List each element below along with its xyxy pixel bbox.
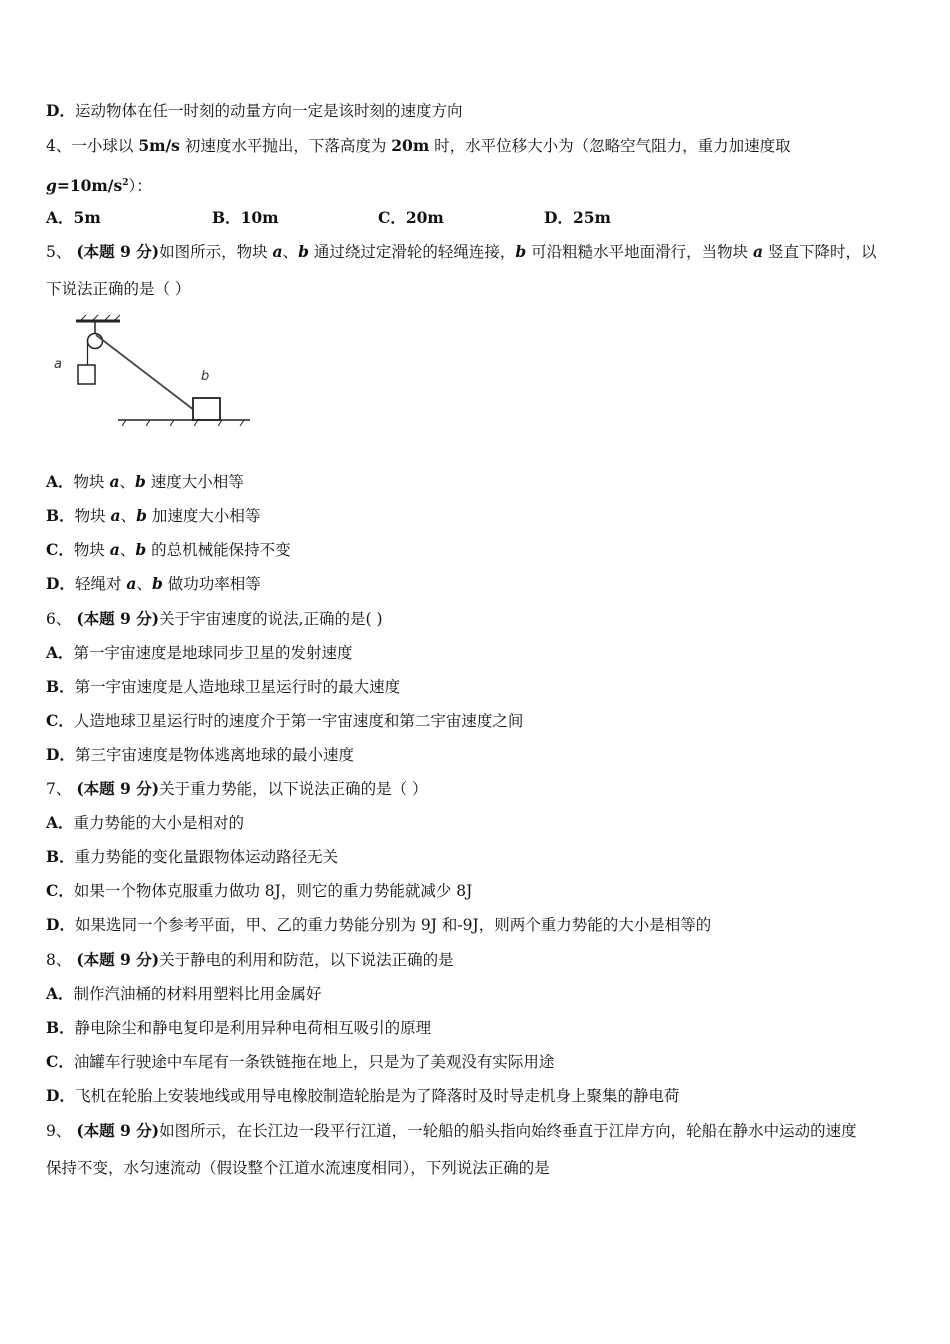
option-label: A． <box>46 208 74 227</box>
var-a: a <box>126 574 137 593</box>
q5-text-3: 可沿粗糙水平地面滑行，当物块 <box>526 243 754 261</box>
q5-text-1: 如图所示，物块 <box>159 243 273 261</box>
block-b <box>193 398 220 420</box>
option-pre: 物块 <box>73 473 110 491</box>
option-label: D． <box>544 208 573 227</box>
option-text: 静电除尘和静电复印是利用异种电荷相互吸引的原理 <box>74 1019 432 1037</box>
q4-stem <box>46 135 791 157</box>
option-label: C． <box>46 1052 74 1071</box>
question-header: (本题 9 分) <box>76 609 160 628</box>
q4-option-a <box>46 207 212 229</box>
var-a: a <box>109 472 120 491</box>
option-text: 20m <box>405 208 444 227</box>
option-label: B． <box>46 847 75 866</box>
q5-text-2: 通过绕过定滑轮的轻绳连接， <box>308 243 516 261</box>
var-b: b <box>135 540 147 559</box>
q7-option-c <box>46 880 472 902</box>
option-text: 人造地球卫星运行时的速度介于第一宇宙速度和第二宇宙速度之间 <box>73 712 524 730</box>
option-label: C． <box>46 881 74 900</box>
ground-hatch <box>146 420 150 426</box>
q4-text-c: 时，水平位移大小为（忽略空气阻力，重力加速度取 <box>429 137 791 155</box>
question-number: 5、 <box>46 243 72 261</box>
option-text: 制作汽油桶的材料用塑料比用金属好 <box>73 985 322 1003</box>
q8-option-b <box>46 1017 431 1039</box>
option-text: 第一宇宙速度是人造地球卫星运行时的最大速度 <box>74 678 401 696</box>
question-text: 关于静电的利用和防范，以下说法正确的是 <box>159 951 454 969</box>
q4-gravity <box>46 172 152 197</box>
var-b: b <box>136 506 147 525</box>
option-label: C． <box>46 540 74 559</box>
q8-stem <box>46 949 454 971</box>
q4-option-c <box>378 207 544 229</box>
option-label: D． <box>46 745 75 764</box>
q4-height: 20m <box>391 136 430 155</box>
g-exponent: 2 <box>122 178 129 188</box>
q5-text-5: 下说法正确的是（ ） <box>46 280 191 298</box>
sep: 、 <box>120 507 137 525</box>
q5-stem-cont <box>46 278 190 300</box>
sep: 、 <box>119 541 136 559</box>
var-a: a <box>109 540 120 559</box>
var-b: b <box>515 242 527 261</box>
option-post: 做功功率相等 <box>162 575 261 593</box>
question-text: 关于宇宙速度的说法,正确的是( ) <box>159 610 383 628</box>
option-text: 5m <box>73 208 101 227</box>
option-text: 25m <box>572 208 611 227</box>
var-b: b <box>298 242 309 261</box>
q7-option-b <box>46 846 338 868</box>
question-text: 保持不变，水匀速流动（假设整个江道水流速度相同），下列说法正确的是 <box>46 1159 550 1177</box>
question-number: 6、 <box>46 610 72 628</box>
option-pre: 物块 <box>73 541 110 559</box>
q4-option-b <box>212 207 378 229</box>
var-a: a <box>272 242 283 261</box>
q7-stem <box>46 778 428 800</box>
question-header: (本题 9 分) <box>76 242 160 261</box>
question-header: (本题 9 分) <box>76 779 160 798</box>
option-text: 如果一个物体克服重力做功 8J，则它的重力势能就减少 8J <box>73 882 473 900</box>
option-label: B． <box>46 1018 75 1037</box>
q6-option-b <box>46 676 400 698</box>
option-label: D． <box>46 1086 75 1105</box>
ground-hatch <box>122 420 126 426</box>
q6-stem <box>46 608 383 630</box>
q5-text-4: 竖直下降时，以 <box>763 243 877 261</box>
option-label: A． <box>46 472 74 491</box>
sep: 、 <box>119 473 136 491</box>
option-label: B． <box>212 208 241 227</box>
q5-option-b <box>46 505 260 527</box>
label-b: b <box>201 369 210 384</box>
question-number: 8、 <box>46 951 72 969</box>
q6-option-d <box>46 744 354 766</box>
option-pre: 物块 <box>74 507 111 525</box>
option-text: 如果选同一个参考平面，甲、乙的重力势能分别为 9J 和-9J，则两个重力势能的大小是相等的 <box>74 916 712 934</box>
option-text: 第一宇宙速度是地球同步卫星的发射速度 <box>73 644 353 662</box>
option-text: 油罐车行驶途中车尾有一条铁链拖在地上，只是为了美观没有实际用途 <box>73 1053 555 1071</box>
pulley-diagram <box>50 312 260 432</box>
q4-options <box>46 207 710 229</box>
q5-option-c <box>46 539 291 561</box>
var-b: b <box>151 574 163 593</box>
var-a: a <box>110 506 121 525</box>
option-label: A． <box>46 813 74 832</box>
ground-hatch <box>240 420 244 426</box>
q5-option-d <box>46 573 261 595</box>
q5-option-a <box>46 471 244 493</box>
option-label: A． <box>46 643 74 662</box>
g-symbol: g <box>46 176 57 196</box>
q7-option-a <box>46 812 244 834</box>
q4-text-b: 初速度水平抛出，下落高度为 <box>179 137 392 155</box>
var-b: b <box>135 472 146 491</box>
q9-stem <box>46 1120 857 1142</box>
question-header: (本题 9 分) <box>76 1121 160 1140</box>
var-a: a <box>753 242 764 261</box>
sep: 、 <box>136 575 152 593</box>
label-a: a <box>54 357 62 372</box>
question-text: 关于重力势能，以下说法正确的是（ ） <box>159 780 428 798</box>
q6-option-a <box>46 642 353 664</box>
option-label: D． <box>46 101 75 120</box>
q8-option-c <box>46 1051 554 1073</box>
question-number: 4、 <box>46 137 72 155</box>
question-number: 7、 <box>46 780 72 798</box>
block-a <box>78 365 95 384</box>
q7-option-d <box>46 914 711 936</box>
q4-text-a: 一小球以 <box>71 137 139 155</box>
option-post: 加速度大小相等 <box>146 507 261 525</box>
option-label: B． <box>46 506 75 525</box>
g-end: ）： <box>128 177 152 196</box>
question-text: 如图所示，在长江边一段平行江道，一轮船的船头指向始终垂直于江岸方向，轮船在静水中运动的速度 <box>159 1122 857 1140</box>
q4-velocity: 5m/s <box>138 136 180 155</box>
option-label: C． <box>46 711 74 730</box>
option-text: 重力势能的变化量跟物体运动路径无关 <box>74 848 339 866</box>
q8-option-a <box>46 983 322 1005</box>
g-value: =10m/s <box>56 176 123 196</box>
rope-diagonal <box>96 335 194 410</box>
q5-stem <box>46 241 877 263</box>
sep: 、 <box>282 243 299 261</box>
option-pre: 轻绳对 <box>74 575 127 593</box>
option-post: 的总机械能保持不变 <box>146 541 291 559</box>
option-label: C． <box>378 208 406 227</box>
option-label: B． <box>46 677 75 696</box>
option-post: 速度大小相等 <box>145 473 244 491</box>
q4-option-d <box>544 207 710 229</box>
q8-option-d <box>46 1085 679 1107</box>
option-text: 运动物体在任一时刻的动量方向一定是该时刻的速度方向 <box>74 102 463 120</box>
option-text: 第三宇宙速度是物体逃离地球的最小速度 <box>74 746 354 764</box>
option-label: D． <box>46 915 75 934</box>
option-label: D． <box>46 574 75 593</box>
option-text: 重力势能的大小是相对的 <box>73 814 245 832</box>
q6-option-c <box>46 710 523 732</box>
question-header: (本题 9 分) <box>76 950 160 969</box>
q3-option-d <box>46 100 462 122</box>
option-text: 飞机在轮胎上安装地线或用导电橡胶制造轮胎是为了降落时及时导走机身上聚集的静电荷 <box>74 1087 680 1105</box>
ground-hatch <box>170 420 174 426</box>
question-number: 9、 <box>46 1122 72 1140</box>
option-text: 10m <box>240 208 279 227</box>
option-label: A． <box>46 984 74 1003</box>
pulley-wheel <box>88 334 103 349</box>
q9-stem-cont <box>46 1157 550 1179</box>
